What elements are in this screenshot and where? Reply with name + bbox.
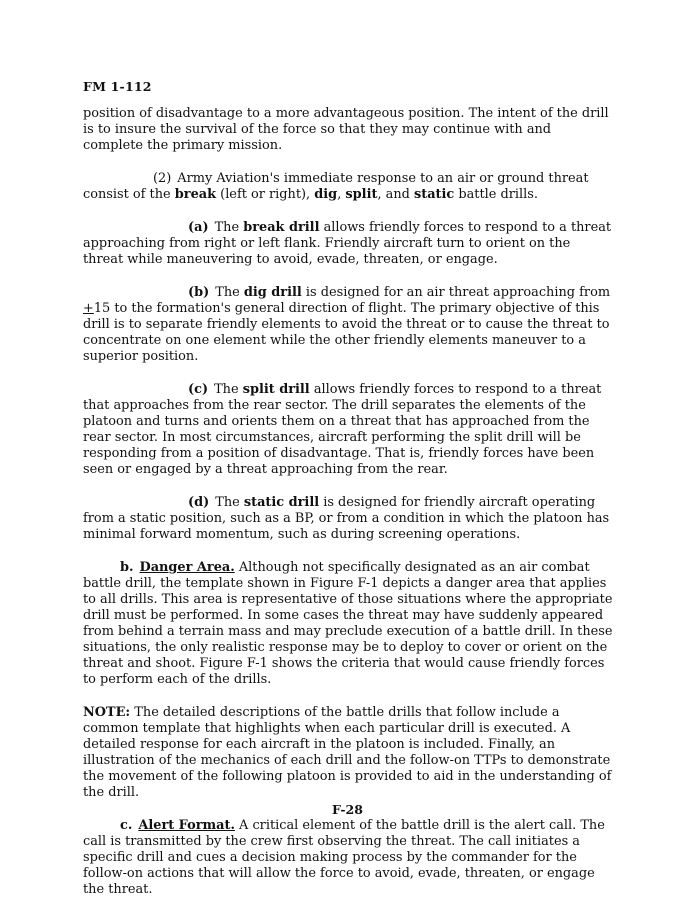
section-b-label: b. [120,560,134,575]
section-c-title: Alert Format. [138,818,235,833]
paragraph-b-label: (b) [188,285,210,300]
text-run: The [214,382,243,397]
text-run: Although not specifically designated as an air combat battle drill, the template shown in Figure F-1 depicts a danger area that applies to all drills. This area is representative of those situations where the appropriate drill must be performed. In some cases the threat may have suddenly appeared from behind a terrain mass and may preclude execution of a battle drill. In these situations, the only realistic response may be to deploy to cover or orient on the threat and shoot. Figure F-1 shows the criteria that would cause friendly forces to perform each of the drills. [83,560,613,687]
document-body [83,106,614,915]
paragraph-2 [83,171,614,203]
term-split: split [345,187,378,202]
term-break-drill: break drill [243,220,320,235]
section-c-label: c. [120,818,133,833]
paragraph-alert-format [83,818,614,898]
term-dig-drill: dig drill [243,285,302,300]
paragraph-a-label: (a) [188,220,209,235]
term-break: break [174,187,217,202]
text-run: allows friendly forces to respond to a threat that approaches from the rear sector. The drill separates the elements of the platoon and turns and orients them on a threat that has approached from the rear sector. In most circumstances, aircraft performing the split drill will be responding from a position of disadvantage. That is, friendly forces have been seen or engaged by a threat approaching from the rear. [83,382,602,477]
section-b-title: Danger Area. [139,560,235,575]
text-run: 15 to the formation's general direction of flight. The primary objective of this drill is to separate friendly elements to avoid the threat or to cause the threat to concentrate on one element while the other friendly elements maneuver to a superior position. [83,301,610,364]
paragraph-b-dig-drill [83,285,614,365]
page-header: FM 1-112 [83,79,152,94]
text-run: The [215,495,244,510]
page-number: F-28 [332,802,363,817]
paragraph-2-label: (2) [153,171,172,186]
text-run: The [214,220,244,235]
paragraph-c-label: (c) [188,382,209,397]
term-static: static [413,187,455,202]
text-run: is designed for friendly aircraft operating from a static position, such as a BP, or from a condition in which the platoon has minimal forward momentum, such as during screening operations. [83,495,610,542]
term-split-drill: split drill [242,382,310,397]
paragraph-intro: position of disadvantage to a more advantageous position. The intent of the drill is to insure the survival of the force so that they may continue with and complete the primary mission. [83,106,609,153]
paragraph-danger-area [83,560,614,688]
text-run: A critical element of the battle drill is the alert call. The call is transmitted by the crew first observing the threat. The call initiates a specific drill and cues a decision making process by the commander for the follow-on actions that will allow the force to avoid, evade, threaten, or engage the threat. [83,818,605,897]
paragraph-note [83,705,614,801]
paragraph-d-static-drill [83,495,614,543]
text-run: (left or right), [216,187,315,202]
text-run: , and [377,187,414,202]
paragraph-c-split-drill [83,382,614,478]
plus-minus-sign: + [83,301,94,316]
text-run: allows friendly forces to respond to a threat approaching from right or left flank. Friendly aircraft turn to orient on the threat while maneuvering to avoid, evade, threaten, or engage. [83,220,612,267]
text-run: , [337,187,346,202]
term-dig: dig [314,187,338,202]
note-label: NOTE: [83,705,131,720]
text-run: The [215,285,244,300]
term-static-drill: static drill [243,495,320,510]
text-run: The detailed descriptions of the battle drills that follow include a common template that highlights when each particular drill is executed. A detailed response for each aircraft in the platoon is included. Finally, an illustration of the mechanics of each drill and the follow-on TTPs to demonstrate the movement of the following platoon is provided to aid in the understanding of the drill. [83,705,612,800]
text-run: battle drills. [454,187,538,202]
text-run: Army Aviation's immediate response to an air or ground threat consist of the [83,171,589,202]
paragraph-d-label: (d) [188,495,210,510]
text-run: is designed for an air threat approaching from [301,285,611,300]
paragraph-a-break-drill [83,220,614,268]
